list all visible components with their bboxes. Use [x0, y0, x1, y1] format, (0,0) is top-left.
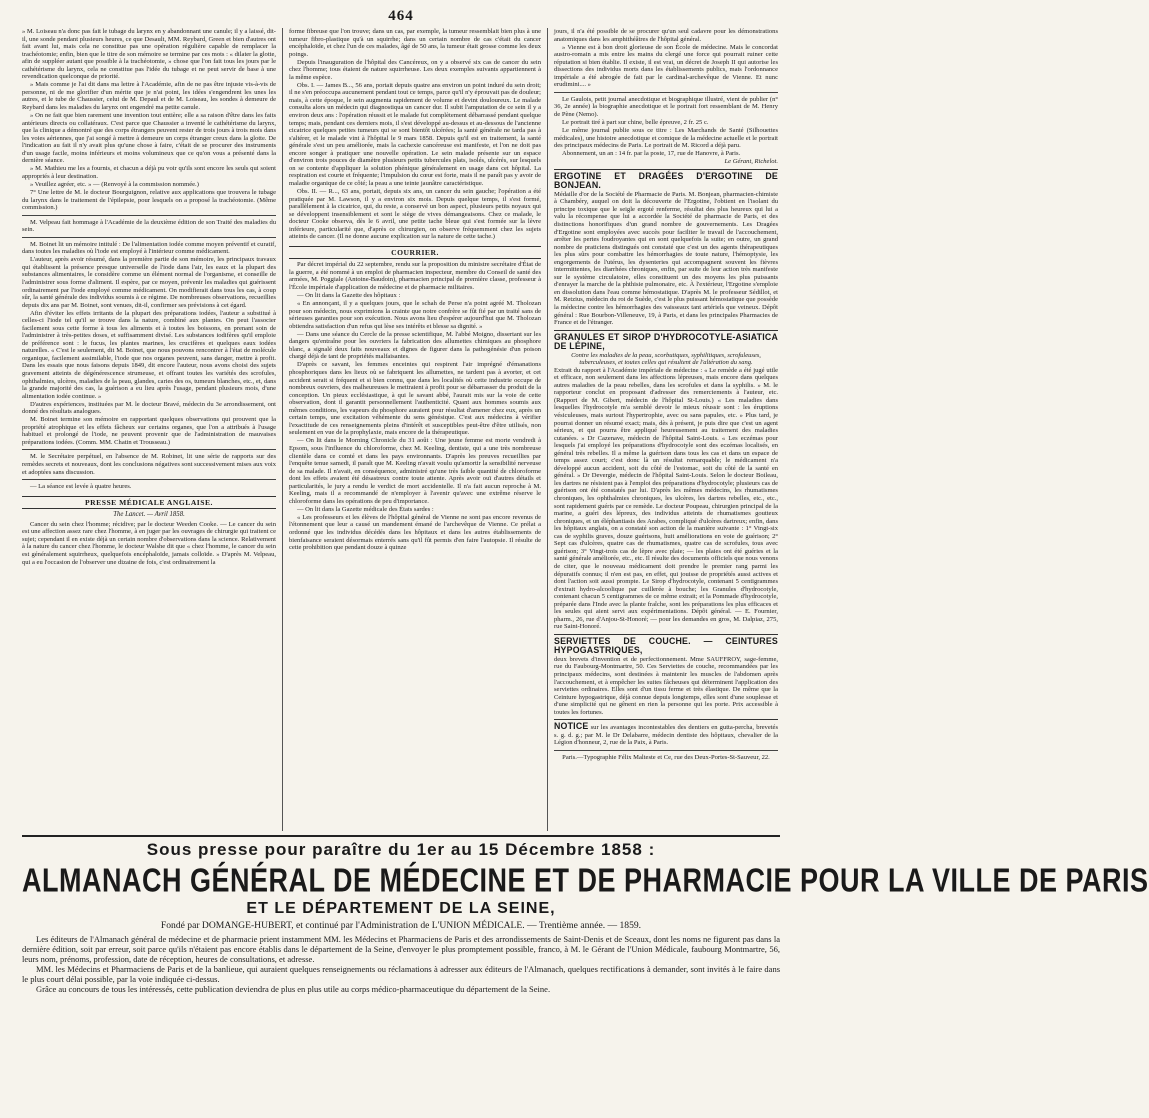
paragraph: Obs. I. — James B..., 56 ans, portait depuis quatre ans environ un point induré du sein droit; il ne s'en préoccupa aucunement pendant tout ce temps, parce qu'il n'y éprouvait pas de douleur; mais, à cette époque, le sein augmenta rapidement de volume et devint douloureux. Le malade consulta alors un médecin qui diagnostiqua un cancer dur. Il subit l'amputation de ce sein il y a environ deux ans : l'opération réussit et le malade fut complètement débarrassé pendant quelque temps; mais, pendant ces derniers mois, il s'est développé au-dessus et au-dessous de l'ancienne cicatrice quelques petites tumeurs qui se sont bientôt ulcérées; la santé générale ne tarda pas à s'altérer, et le malade vint à l'hôpital le 9 mars 1858. Depuis qu'il est en traitement, la santé générale s'est un peu améliorée, mais la cachexie cancéreuse est manifeste, et l'on ne doit pas encore songer à pratiquer une nouvelle opération. Le sein malade présente sur un espace d'environ trois pouces de diamètre plusieurs petits tubercules plats, isolés, ulcérés, sur lesquels on se contente d'appliquer la solution phénique généralement en usage dans cet hôpital. La respiration est courte et fréquente; l'impulsion du cœur est forte, mais il ne paraît pas y avoir de maladie organique de ce côté; la peau a une teinte jaunâtre caractéristique.: [289, 81, 541, 187]
paragraph: » Veuillez agréer, etc. » — (Renvoyé à la commission nommée.): [30, 180, 199, 188]
ad-text: [554, 722, 778, 747]
paragraph: Le même journal publie sous ce titre : Les Marchands de Santé (Silhouettes médicales), une histoire anecdotique et comique de la médecine actuelle et le portrait des principaux médecins de Paris. Le portrait de M. Ricord a déjà paru.: [554, 127, 778, 150]
paragraph: M. Velpeau fait hommage à l'Académie de la deuxième édition de son Traité des maladies du sein.: [22, 218, 276, 234]
paragraph: Le Gaulois, petit journal anecdotique et biographique illustré, vient de publier (n° 36, 2e année) la biographie anecdotique et le portrait fort ressemblant de M. Henry de Pène (Nemo).: [554, 95, 778, 118]
ad-title: NOTICE: [554, 721, 589, 732]
column-1: [22, 28, 283, 831]
paragraph: jours, il n'a été possible de se procurer qu'un seul cadavre pour les démonstrations anatomiques dans les amphithéâtres de l'hôpital général.: [554, 28, 778, 43]
paragraph: — Dans une séance du Cercle de la presse scientifique, M. l'abbé Moigno, dissertant sur les dangers qu'entraîne pour les ouvriers la fabrication des allumettes chimiques au phosphore blanc, a signalé deux faits nouveaux et dignes de figurer dans la pathogénésie d'un poison chargé déjà de tant de propriétés malfaisantes.: [289, 330, 541, 361]
announcement-heading: Sous presse pour paraître du 1er au 15 Décembre 1858 :: [146, 840, 656, 859]
paragraph: M. Boinet termine son mémoire en rapportant quelques observations qui prouvent que la propriété atrophique et les effets fâcheux sur certains organes, que l'on a attribués à l'usage habituel et prolongé de l'iode, ne peuvent provenir que de l'administration de mauvaises préparations iodées. (Comm. MM. Chatin et Trousseau.): [22, 416, 276, 446]
ad-serviettes: [554, 634, 778, 716]
divider: [22, 237, 276, 238]
paragraph: » Mais comme je l'ai dit dans ma lettre à l'Académie, afin de ne pas être injuste vis-à-vis de personne, ni de me glorifier d'un mérite que je n'ai point, les idées s'engendrent les unes les autres, et le tube de Chaussier, celui de M. Depaul et de M. Loiseau, les sondes à demeure de Reybard dans les maladies du larynx ont engendré ma petite canule.: [22, 81, 276, 111]
paragraph: Grâce au concours de tous les intéressés, cette publication deviendra de plus en plus utile au corps médico-pharmaceutique du département de la Seine.: [36, 984, 551, 994]
ad-notice: [554, 719, 778, 747]
ad-title: ERGOTINE ET DRAGÉES D'ERGOTINE DE BONJEAN.: [554, 170, 778, 191]
almanac-announcement: [22, 835, 1149, 994]
paragraph: » Vienne est à bon droit glorieuse de son École de médecine. Mais le concordat austro-romain a mis entre les mains du clergé une force qui pourrait ruiner cette réputation si bien établie. Il existe, il est vrai, un décret de Joseph II qui autorise les dissections des individus morts dans les établissements publics, mais l'ordonnance impériale a été abrogée de fait par le cardinal-archevêque de Vienne. Et nunc erudimini.... »: [554, 43, 778, 89]
column-2: [283, 28, 548, 831]
divider: [554, 750, 778, 751]
paragraph: — On lit dans le Morning Chronicle du 31 août : Une jeune femme est morte vendredi à Epsom, sous l'influence du chloroforme, chez M. Keeling, dentiste, qui a une très nombreuse clientèle dans ce comté et dans les pays environnants. D'après les preuves recueillies par l'enquête tenue samedi, il paraît que M. Keeling n'avait voulu qu'amortir la sensibilité nerveuse de sa malade. Il n'avait, en conséquence, administré qu'une très faible quantité de chloroforme dont les effets avaient été désastreux contre toute attente. Après avoir ouï d'autres détails et particularités, le jury a rendu le verdict de mort accidentelle. Il n'a fait aucun reproche à M. Keeling, mais il a recommandé de n'employer à l'avenir qu'avec une extrême réserve le chloroforme dans les opérations de peu d'importance.: [289, 437, 541, 505]
paragraph: D'après ce savant, les femmes enceintes qui respirent l'air imprégné d'émanations phosphoriques dans les lieux où se fabriquent les allumettes, ne tardent pas à avorter, et cet accident serait si fréquent et si bien connu, que dans les localités où cette industrie occupe de nombreux ouvriers, des malheureuses le mettraient à profit pour se débarrasser du produit de la conception. Un pieux ecclésiastique, à qui le savant abbé, l'aurait mis sur la voie de cette observation, dont il garantit personnellement l'authenticité. Quant aux hommes soumis aux mêmes conditions, les vapeurs du phosphore auraient pour résultat d'amener chez eux, après un certain temps, une excitation véhémente du sens génésique. C'est aux médecins à vérifier l'exactitude de ces renseignements pleins d'intérêt et susceptibles peut-être d'être utilisés, non seulement en vue de la prophylaxie, mais encore de la thérapeutique.: [289, 361, 541, 437]
paragraph: Cancer du sein chez l'homme; récidive; par le docteur Weeden Cooke. — Le cancer du sein est une affection assez rare chez l'homme, à en juger par les ouvrages de chirurgie qui traitent ce sujet; cependant il en existe déjà un certain nombre d'observations dans la science. Relativement à la nature du cancer chez l'homme, le docteur Walshe dit que « chez l'homme, le cancer du sein est généralement squirrheux, quelquefois encéphaloïde, jamais colloïde. » D'après M. Velpeau, qui a eu l'occasion de l'observer une dizaine de fois, c'est ordinairement la: [22, 520, 276, 566]
paragraph: M. le Secrétaire perpétuel, en l'absence de M. Robinet, lit une série de rapports sur des remèdes secrets et nouveaux, dont les conclusions négatives sont successivement mises aux voix et adoptées sans discussion.: [22, 453, 276, 476]
paragraph: « En annonçant, il y a quelques jours, que le schah de Perse n'a point agréé M. Tholozan pour son médecin, nous exprimions la crainte que notre confrère se fût fié par un traité sans de sérieuses garanties pour son exécution. Nous avons lieu d'espérer aujourd'hui que M. Tholozan obtiendra satisfaction d'un refus qui lèse ses intérêts et blesse sa dignité. »: [289, 300, 541, 330]
section-title-press: PRESSE MÉDICALE ANGLAISE.: [22, 496, 276, 510]
ad-text: deux brevets d'invention et de perfectionnement. Mme SAUFFROY, sage-femme, rue du Faubourg-Montmartre, 50. Ces Serviettes de couche, recommandées par les principaux médecins, sont destinées à maintenir les muscles de l'abdomen après l'accouchement, et à empêcher les suites fâcheuses qui déterminent l'application des serviettes ordinaires. Elles sont d'un tissu ferme et très élastique. De même que la Ceinture hypogastrique, déjà connue depuis longtemps, elles sont d'une souplesse et d'une simplicité qui ne gênent en rien la personne qui les porte. Prix accessible à toutes les fortunes.: [554, 655, 778, 716]
closing-line: — La séance est levée à quatre heures.: [30, 483, 132, 491]
paragraph: » On ne fait que bien rarement une invention tout entière; elle a sa raison d'être dans les faits antérieurs directs ou collatéraux. C'est parce que Chaussier a inventé le cathétérisme du larynx, que la clinique a démontré que des corps étrangers peuvent rester de trois jours à trois mois dans les voies aériennes, que j'ai songé à mettre à demeure un corps étranger creux dans la glotte. De l'indication au fait il n'y avait plus qu'une chose à faire, c'était de se procurer des instruments d'un usage facile, moins inférieurs et moins volumineux que ce qu'on vous a présenté dans la dernière séance.: [22, 112, 276, 165]
columns: [22, 28, 780, 831]
paragraph: « Les professeurs et les élèves de l'hôpital général de Vienne ne sont pas encore revenus de l'étonnement que leur a causé un mandement émané de l'archevêque de Vienne. Ce prélat a ordonné que les individus décédés dans les hôpitaux et dans les autres établissements de bienfaisance seraient désormais enterrés sans qu'il fût permis d'en faire l'autopsie. Il résulte de cette prohibition que pendant douze à quinze: [289, 513, 541, 552]
section-subtitle: The Lancet. — Avril 1858.: [113, 511, 185, 519]
printer-line: Paris.—Typographie Félix Malteste et Ce, rue des Deux-Portes-St-Sauveur, 22.: [562, 753, 770, 761]
paragraph: L'auteur, après avoir résumé, dans la première partie de son mémoire, les principaux travaux qui établissent la présence presque universelle de l'iode dans l'air, les eaux et la plupart des substances alimentaires, le considère comme un élément normal de l'organisme, et conseille de l'administrer sous forme d'aliment. Il espère, par ce moyen, prévenir les maladies qui guérissent ordinairement par l'iode employé comme médicament. On modifierait dans tous les cas, à coup sûr, la santé générale des individus soumis à ce régime. De nombreuses observations, recueillies depuis dix ans par M. Boinet, sont venues, dit-il, confirmer ses prévisions à cet égard.: [22, 256, 276, 309]
paragraph: Par décret impérial du 22 septembre, rendu sur la proposition du ministre secrétaire d'État de la guerre, a été nommé à un emploi de pharmacien inspecteur, membre du Conseil de santé des armées, M. Poggiale (Antoine-Baudoin), pharmacien principal de première classe, professeur à l'École impériale d'application de médecine et de pharmacie militaires.: [289, 261, 541, 291]
column-3: [548, 28, 778, 831]
divider: [22, 479, 276, 480]
ad-subtitle: Contre les maladies de la peau, scorbutiques, syphilitiques, scrofuleuses, tuberculeuses, et toutes celles qui résultent de l'altération du sang.: [571, 351, 761, 367]
paragraph: MM. les Médecins et Pharmaciens de Paris et de la banlieue, qui auraient quelques renseignements ou réclamations à adresser aux éditeurs de l'Almanach, quelques rectifications à demander, sont invités à le faire dans le plus court délai possible, par la voie indiquée ci-dessus.: [22, 964, 780, 984]
divider: [22, 215, 276, 216]
paragraph: D'autres expériences, instituées par M. le docteur Bravé, médecin du 3e arrondissement, ont donné des résultats analogues.: [22, 400, 276, 416]
paragraph: Obs. II. — R..., 63 ans, portait, depuis six ans, un cancer du sein gauche; l'opération a été pratiquée par M. Lawson, il y a environ six mois. Depuis quelque temps, il s'est formé, parallèlement à la cicatrice, qui, du reste, a conservé un bon aspect, plusieurs petits noyaux qui se développent insensiblement et sont le siège de vives démangeaisons. Chez ce malade, le docteur Cooke observa, dès le 6 avril, une petite tache bleue qui s'est formée sur la lèvre inférieure, particularité que, d'après ce chirurgien, on observe fréquemment chez les sujets atteints de cancer. (Il ne donne aucune explication sur la nature de cette tache.): [289, 187, 541, 241]
paragraph: » M. Loiseau n'a donc pas fait le tubage du larynx en y abandonnant une canule; il y a laissé, dit-il, une sonde pendant plusieurs heures, ce que Desault, MM. Reybard, Green et bien d'autres ont fait avant lui, mais cela ne constitue pas une opération régulière capable de remplacer la trachéotomie; enfin, bien que le titre de son mémoire se termine par ces mots : « dilater la glotte, afin de suppléer autant que possible à la trachéotomie, » chose que l'on fait tous les jours par le cathétérisme du larynx, cela ne constitue pas l'idée du tubage et ne peut servir de base à une revendication quelconque de priorité.: [22, 28, 276, 81]
paragraph: Depuis l'inauguration de l'hôpital des Cancéreux, on y a observé six cas de cancer du sein chez l'homme; tous étaient de nature squirrheuse. Les deux exemples suivants appartiennent à la même espèce.: [289, 58, 541, 81]
ad-text: Médaille d'or de la Société de Pharmacie de Paris. M. Bonjean, pharmacien-chimiste à Chambéry, auquel on doit la découverte de l'Ergotine, l'obtient en l'isolant du principe toxique que le seigle ergoté renferme, résultat des plus heureux qui lui a valu la récompense que lui a accordée la Société de pharmacie de Paris, et des distinctions honorifiques d'un grand nombre de gouvernements. Les Dragées d'Ergotine sont employées avec succès pour faciliter le travail de l'accouchement, arrêter les pertes foudroyantes qui en sont quelquefois la suite; en outre, un grand nombre de praticiens distingués ont constaté que c'est un des agents thérapeutiques les plus sûrs pour combattre les hémorrhagies de toute nature, l'hémoptysie, les engorgements de l'utérus, les dysenteries qui accompagnent souvent les fièvres intermittentes, les diarrhées chroniques, enfin, par suite de leur action très manifeste sur le système circulatoire, elles constituent un des moyens les plus puissants d'enrayer la marche de la phthisie pulmonaire, etc. À l'extérieur, l'Ergotine s'emploie en dissolution dans l'eau comme hémostatique. D'après M. le professeur Sédillot, et M. Retzius, médecin du roi de Suède, c'est le plus puissant hémostatique que possède la médecine contre les hémorrhagies des vaisseaux tant artériels que veineux. Dépôt général : Rue Bourbon-Villeneuve, 19, à Paris, et dans les principales Pharmacies de France et de l'étranger.: [554, 190, 778, 327]
paragraph: Le portrait tiré à part sur chine, belle épreuve, 2 fr. 25 c.: [562, 119, 709, 127]
gerant-signature: Le Gérant, Richelot.: [724, 158, 778, 166]
divider: [554, 92, 778, 93]
ad-ergotine: [554, 169, 778, 327]
paragraph: 7° Une lettre de M. le docteur Bourguignon, relative aux applications que trouvera le tubage du larynx dans le traitement de l'épilepsie, pour lesquels on a proposé la trachéotomie. (Même commission.): [22, 188, 276, 212]
paragraph: forme fibreuse que l'on trouve; dans un cas, par exemple, la tumeur ressemblait bien plus à une tumeur fibro-plastique qu'à un squirrhe; dans un certain nombre de cas c'était du cancer encéphaloïde, et chez l'un de ces malades, âgé de 50 ans, la tumeur était grosse comme les deux poings.: [289, 28, 541, 58]
paragraph: Les éditeurs de l'Almanach général de médecine et de pharmacie prient instamment MM. les Médecins et Pharmaciens de Paris et des arrondissements de Saint-Denis et de Sceaux, dont les noms ne figurent pas dans la dernière édition, soit par erreur, soit parce qu'ils n'étaient pas encore établis dans le département de la Seine, d'envoyer le plus promptement possible, franco, à M. le Gérant de l'Union Médicale, faubourg Montmartre, 56, leurs nom, prénoms, profession, date de réception, heures de consultations, et adresse.: [22, 934, 780, 964]
paragraph: Abonnement, un an : 14 fr. par la poste, 17, rue de Hanovre, à Paris.: [562, 150, 741, 158]
ad-title: SERVIETTES DE COUCHE. — CEINTURES HYPOGASTRIQUES,: [554, 635, 778, 656]
almanac-founded: Fondé par DOMANGE-HUBERT, et continué par l'Administration de L'UNION MÉDICALE. — Trentième année. — 1859.: [160, 920, 642, 931]
paragraph: — On lit dans la Gazette des hôpitaux :: [297, 292, 401, 300]
section-title-courrier: COURRIER.: [289, 246, 541, 260]
almanac-subtitle: ET LE DÉPARTEMENT DE LA SEINE,: [246, 900, 556, 917]
ad-hydrocotyle: [554, 330, 778, 631]
paragraph: Afin d'éviter les effets irritants de la plupart des préparations iodées, l'auteur a substitué à celles-ci l'iode tel qu'il se trouve dans la nature, combiné aux plantes. On peut l'associer facilement sous cette forme à tous les aliments et à toutes les boissons, en prenant soin de l'administrer à très-petites doses, et suffisamment divisé. Les substances iodifères qu'il emploie de préférence sont : le fucus, les plantes marines, les crucifères et quelques eaux iodées naturelles. « C'est le seulement, dit M. Boinet, que nous pouvons rencontrer à l'état de molécule organique, facilement assimilable, l'iode que nos organes peuvent, sans danger, mettre à profit. Dans les essais que nous faisons depuis 1849, dit encore l'auteur, nous avons choisi des sujets gravement atteints de dégénérescence strumeuse, et offrant toutes les variétés des scrofules, ophthalmies, ulcères, maladies de la peau, glandes, caries des os, tumeurs blanches, etc., et, dans la grande majorité des cas, la guérison a eu lieu après l'usage, pendant plusieurs mois, d'une alimentation iodée continue. »: [22, 309, 276, 400]
paragraph: — On lit dans la Gazette médicale des États sardes :: [297, 505, 434, 513]
ad-text: Extrait du rapport à l'Académie impériale de médecine : « Le remède a été jugé utile et efficace, non seulement dans les affections lépreuses, mais encore dans quelques autres maladies de la peau rebelles, dans les scrofules et dans la syphilis. » M. le rapporteur conclut en proposant d'adresser des remerciements à l'auteur, etc. (Rapport de M. Gibert, médecin de l'hôpital St-Louis.) « Les maladies dans lesquelles l'hydrocotyle m'a semblé devoir le mieux réussir sont : les éruptions vésiculeuses, mais surtout l'hypertrophie, avec ou sans papules, etc. » Plus tard, je pourrai donner un résumé exact; mais, dès à présent, je puis dire que c'est un agent sérieux, et qui pourra être appliqué heureusement au traitement des maladies cutanées. » Dr Cazenave, médecin de l'hôpital Saint-Louis. « Les eczémas pour lesquels j'ai employé les préparations d'hydrocotyle sont des eczémas localisés, en général très rebelles. Il a même la guérison dans tous les cas et dans un espace de temps assez court; c'est donc là un résultat remarquable; le médicament n'a développé aucun accident, soit du côté de l'estomac, soit du côté de la santé en général. » Dr Devergie, médecin de l'hôpital Saint-Louis. Selon le docteur Boileau, les dartres ne résistent pas à l'emploi des préparations d'hydrocotyle; plusieurs cas de guérison ont été constatés par lui. D'après les mêmes médecins, les rhumatismes chroniques, les ophthalmies chroniques, les ulcères, les dartres rebelles, etc., etc., sont rapidement guéris par ce remède. Le docteur Poupeau, chirurgien principal de la marine, a guéri des lépreux, des individus atteints de rhumatismes goutteux chroniques, et un éléphantiasis des Arabes, compliqué d'ulcères dartreux; enfin, dans les hôpitaux anglais, on a constaté son action de la manière suivante : 1° Vingt-six cas de syphilis graves, douze guérisons, huit améliorations en voie de guérison; 2° Sept cas d'ulcères, quatre cas de rhumatismes, quatre cas de scrofules, tous avec guérison; 3° Vingt-trois cas de lèpre avec plaie; — les plaies ont été guéries et la santé générale améliorée, etc., etc. Il résulte des documents officiels que nous venons de citer, que le nouveau médicament doit prendre le premier rang parmi les dépuratifs connus; il n'en est pas, en effet, qui jouisse de propriétés aussi actives et dont l'action soit aussi prompte. Le Sirop d'hydrocotyle, contenant 5 centigrammes d'extrait hydro-alcoolique par cuillerée à bouche; les Granules d'hydrocotyle, contenant chacun 5 centigrammes de ce même extrait; et la Pommade d'hydrocotyle, préparée dans l'Inde avec la plante fraîche, sont les préparations les plus efficaces et les seules qui aient servi aux expérimentations. Dépôt général. — E. Fournier, pharm., 26, rue d'Anjou-St-Honoré; — pour les demandes en gros, M. Dalpiaz, 275, rue Saint-Honoré.: [554, 366, 778, 631]
ad-notice-body: sur les avantages incontestables des dentiers en gutta-percha, brevetés s. g. d. g.; par M. le Dr Delabarre, médecin dentiste des hôpitaux, chevalier de la Légion d'honneur, 2, rue de la Paix, à Paris.: [554, 724, 779, 747]
almanac-title: ALMANACH GÉNÉRAL DE MÉDECINE ET DE PHARMACIE POUR LA VILLE DE PARIS: [22, 861, 1149, 899]
ad-title: GRANULES ET SIROP D'HYDROCOTYLE-ASIATICA DE LÉPINE,: [554, 331, 778, 352]
page-number: 464: [388, 8, 414, 24]
paragraph: M. Boinet lit un mémoire intitulé : De l'alimentation iodée comme moyen préventif et curatif, dans toutes les maladies où l'iode est employé à l'intérieur comme médicament.: [22, 240, 276, 256]
almanac-text: [22, 934, 780, 994]
paragraph: » M. Mathieu me les a fournis, et chacun a déjà pu voir qu'ils sont encore les seuls qui soient appropriés à leur destination.: [22, 165, 276, 180]
divider: [22, 449, 276, 450]
